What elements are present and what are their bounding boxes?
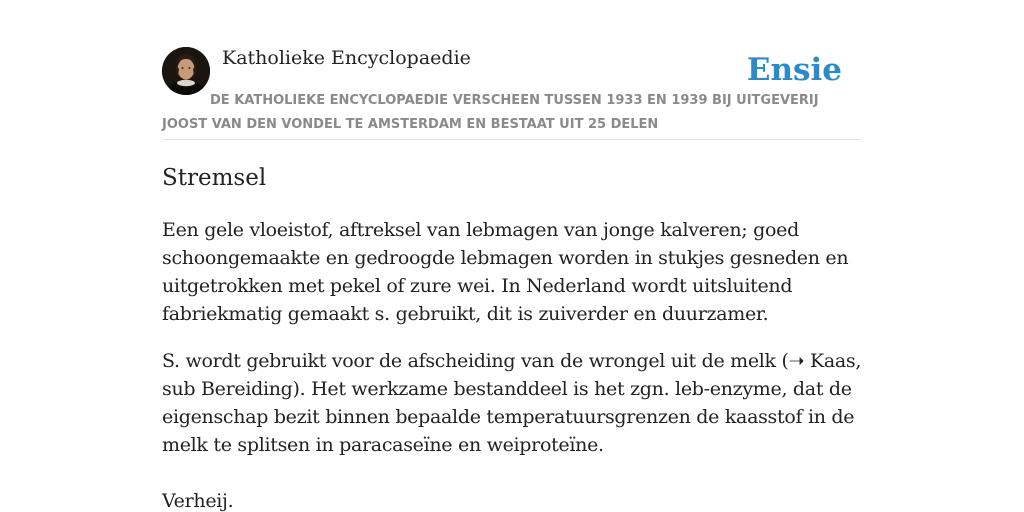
avatar[interactable] bbox=[162, 47, 210, 95]
header-divider bbox=[162, 139, 862, 140]
brand-logo[interactable]: Ensie bbox=[746, 52, 842, 88]
page bbox=[162, 0, 862, 512]
site-title[interactable]: Katholieke Encyclopaedie bbox=[222, 47, 471, 69]
article-title: Stremsel bbox=[162, 165, 267, 191]
portrait-avatar-icon bbox=[162, 47, 210, 95]
article-paragraph: S. wordt gebruikt voor de afscheiding van de wrongel uit de melk (➝ Kaas, sub Bereiding). Het werkzame bestanddeel is het zgn. leb-enzyme, dat de eigenschap bezit binnen bepaalde temperatuursgrenzen de kaasstof in de melk te splitsen in paracaseïne en weiproteïne. bbox=[162, 350, 862, 456]
article-author: Verheij. bbox=[162, 490, 234, 512]
site-subtitle: DE KATHOLIEKE ENCYCLOPAEDIE VERSCHEEN TUSSEN 1933 EN 1939 BIJ UITGEVERIJ JOOST VAN DEN VONDEL TE AMSTERDAM EN BESTAAT UIT 25 DELEN bbox=[162, 93, 819, 132]
article-paragraph: Een gele vloeistof, aftreksel van lebmagen van jonge kalveren; goed schoongemaakte en gedroogde lebmagen worden in stukjes gesneden en uitgetrokken met pekel of zure wei. In Nederland wordt uitsluitend fabriekmatig gemaakt s. gebruikt, dit is zuiverder en duurzamer. bbox=[162, 219, 849, 325]
